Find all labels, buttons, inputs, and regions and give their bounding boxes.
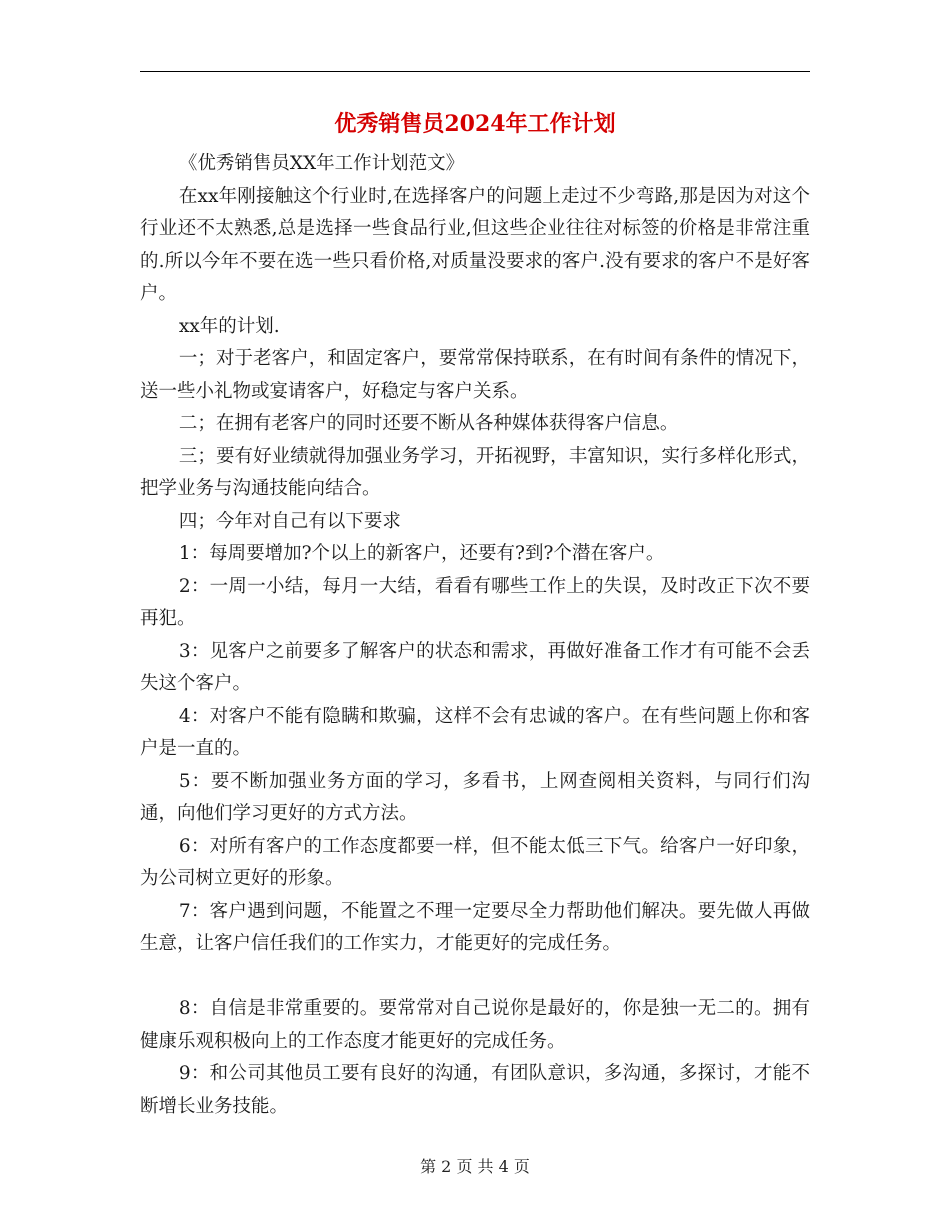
paragraph-item-3: 三；要有好业绩就得加强业务学习，开拓视野，丰富知识，实行多样化形式，把学业务与沟通技能向结合。 (140, 445, 810, 499)
paragraph-req-9: 9：和公司其他员工要有良好的沟通，有团队意识，多沟通，多探讨，才能不断增长业务技能。 (140, 1063, 810, 1117)
paragraph-plan-heading: xx年的计划. (178, 315, 280, 337)
paragraph-req-7: 7：客户遇到问题，不能置之不理一定要尽全力帮助他们解决。要先做人再做生意，让客户信任我们的工作实力，才能更好的完成任务。 (140, 900, 810, 954)
paragraph-req-4: 4：对客户不能有隐瞒和欺骗，这样不会有忠诚的客户。在有些问题上你和客户是一直的。 (140, 705, 810, 759)
document-body (140, 148, 810, 1123)
paragraph-req-1: 1：每周要增加?个以上的新客户，还要有?到?个潜在客户。 (178, 543, 665, 564)
paragraph-req-2: 2：一周一小结，每月一大结，看看有哪些工作上的失误，及时改正下次不要再犯。 (140, 575, 810, 629)
paragraph-intro: 在xx年刚接触这个行业时,在选择客户的问题上走过不少弯路,那是因为对这个行业还不太熟悉,总是选择一些食品行业,但这些企业往往对标签的价格是非常注重的.所以今年不要在选一些只看价格,对质量没要求的客户.没有要求的客户不是好客户。 (140, 185, 810, 304)
paragraph-req-8: 8：自信是非常重要的。要常常对自己说你是最好的，你是独一无二的。拥有健康乐观积极向上的工作态度才能更好的完成任务。 (140, 998, 810, 1052)
paragraph-subtitle: 《优秀销售员XX年工作计划范文》 (178, 153, 465, 174)
paragraph-req-5: 5：要不断加强业务方面的学习，多看书，上网查阅相关资料，与同行们沟通，向他们学习更好的方式方法。 (140, 770, 810, 824)
paragraph-item-4: 四；今年对自己有以下要求 (178, 510, 401, 532)
page-number-footer: 第 2 页 共 4 页 (420, 1157, 530, 1176)
paragraph-req-6: 6：对所有客户的工作态度都要一样，但不能太低三下气。给客户一好印象，为公司树立更好的形象。 (140, 835, 810, 889)
paragraph-item-1: 一；对于老客户，和固定客户，要常常保持联系，在有时间有条件的情况下，送一些小礼物或宴请客户，好稳定与客户关系。 (140, 348, 810, 402)
blank-line (140, 961, 810, 994)
paragraph-req-3: 3：见客户之前要多了解客户的状态和需求，再做好准备工作才有可能不会丢失这个客户。 (140, 640, 810, 694)
header-rule (140, 71, 810, 72)
document-title: 优秀销售员2024年工作计划 (334, 111, 616, 137)
paragraph-item-2: 二；在拥有老客户的同时还要不断从各种媒体获得客户信息。 (178, 413, 679, 434)
